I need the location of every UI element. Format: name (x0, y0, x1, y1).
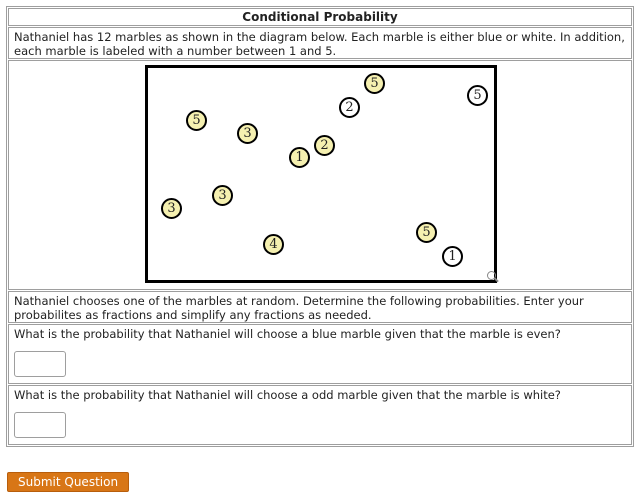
answer-input-2[interactable] (14, 412, 66, 438)
marble: 2 (314, 135, 335, 156)
marble: 5 (186, 110, 207, 131)
marble: 2 (339, 97, 360, 118)
marble: 5 (416, 222, 437, 243)
marble: 3 (161, 198, 182, 219)
question-1 (8, 324, 632, 384)
instructions: Nathaniel chooses one of the marbles at random. Determine the following probabilities. Enter your probabilites as fractions and simplify any fractions as needed. (8, 291, 632, 323)
marble: 3 (237, 123, 258, 144)
marble: 1 (289, 147, 310, 168)
marble: 1 (442, 246, 463, 267)
question-2-text: What is the probability that Nathaniel will choose a odd marble given that the marble is white? (14, 388, 561, 402)
submit-question-button[interactable]: Submit Question (7, 472, 129, 492)
marble-diagram (8, 60, 632, 290)
magnifier-icon[interactable] (487, 271, 496, 280)
problem-intro: Nathaniel has 12 marbles as shown in the diagram below. Each marble is either blue or white. In addition, each marble is labeled with a number between 1 and 5. (8, 27, 632, 59)
question-1-text: What is the probability that Nathaniel will choose a blue marble given that the marble is even? (14, 327, 561, 341)
marble: 4 (263, 234, 284, 255)
problem-table (6, 6, 634, 447)
marble-box (145, 65, 497, 283)
question-2 (8, 385, 632, 445)
problem-title: Conditional Probability (8, 8, 632, 26)
marble: 3 (212, 185, 233, 206)
answer-input-1[interactable] (14, 351, 66, 377)
marble: 5 (364, 73, 385, 94)
marble: 5 (467, 85, 488, 106)
